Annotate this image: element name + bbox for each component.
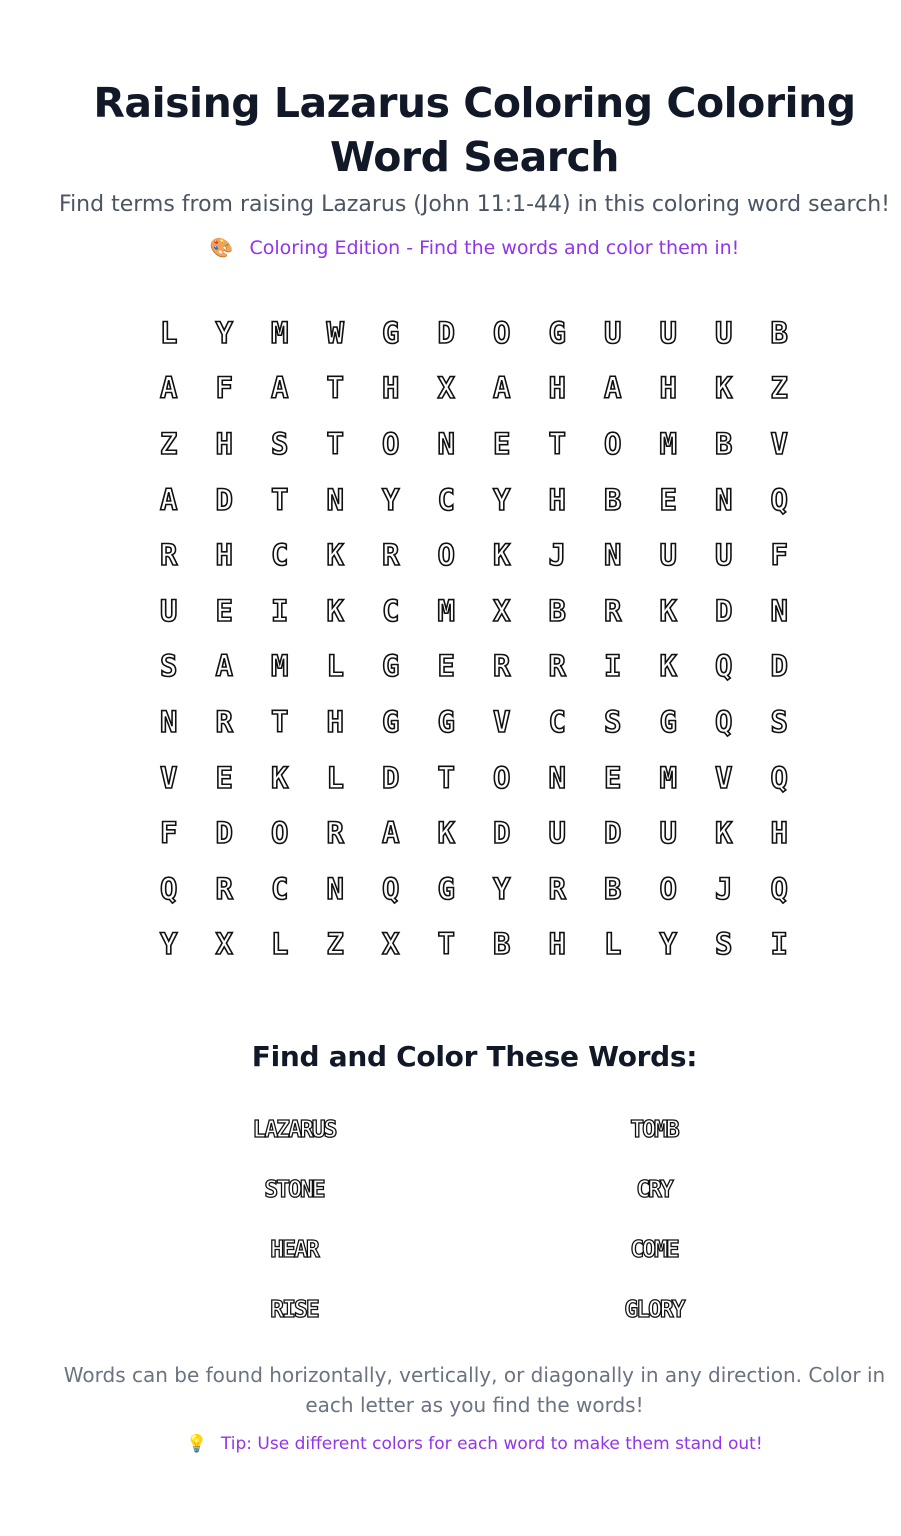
edition-text: Coloring Edition - Find the words and color them in! [249,237,740,259]
grid-cell[interactable]: Z [770,371,788,406]
grid-cell[interactable]: E [493,426,511,461]
grid-cell[interactable]: U [659,816,677,851]
grid-cell[interactable]: N [604,538,622,573]
grid-cell[interactable]: S [770,704,788,739]
grid-cell[interactable]: K [437,816,455,851]
grid-cell[interactable]: A [160,371,178,406]
grid-cell[interactable]: U [659,538,677,573]
grid-cell[interactable]: B [604,482,622,517]
grid-cell[interactable]: M [271,315,289,350]
grid-cell[interactable]: N [437,426,455,461]
grid-cell[interactable]: E [659,482,677,517]
grid-cell[interactable]: H [215,538,233,573]
grid-cell[interactable]: R [215,871,233,906]
grid-cell[interactable]: L [326,760,344,795]
grid-cell[interactable]: H [215,426,233,461]
grid-cell[interactable]: A [382,816,400,851]
grid-cell[interactable]: T [437,760,455,795]
instructions-text: Words can be found horizontally, vertically, or diagonally in any direction. Color in each letter as you find the words! [63,1363,886,1417]
grid-cell[interactable]: G [659,704,677,739]
grid-cell[interactable]: N [160,704,178,739]
grid-cell[interactable]: X [215,927,233,962]
grid-cell[interactable]: E [437,649,455,684]
grid-cell[interactable]: X [437,371,455,406]
word-list-item: RISE [270,1297,318,1323]
word-list-item: COME [630,1237,678,1263]
grid-cell[interactable]: O [604,426,622,461]
grid-cell[interactable]: H [326,704,344,739]
grid-cell[interactable]: F [770,538,788,573]
grid-cell[interactable]: V [160,760,178,795]
grid-cell[interactable]: K [271,760,289,795]
grid-cell[interactable]: Z [160,426,178,461]
grid-cell[interactable]: V [770,426,788,461]
grid-cell[interactable]: N [326,871,344,906]
grid-cell[interactable]: J [548,538,566,573]
grid-cell[interactable]: C [382,593,400,628]
grid-cell[interactable]: I [271,593,289,628]
grid-cell[interactable]: O [659,871,677,906]
grid-cell[interactable]: R [493,649,511,684]
grid-cell[interactable]: Q [715,649,733,684]
grid-cell[interactable]: V [493,704,511,739]
grid-cell[interactable]: K [326,538,344,573]
grid-cell[interactable]: B [493,927,511,962]
grid-cell[interactable]: Q [382,871,400,906]
grid-cell[interactable]: H [548,482,566,517]
grid-cell[interactable]: L [271,927,289,962]
grid-cell[interactable]: S [160,649,178,684]
grid-cell[interactable]: F [160,816,178,851]
grid-cell[interactable]: D [382,760,400,795]
grid-cell[interactable]: L [160,315,178,350]
word-list-item: STONE [264,1177,324,1203]
grid-cell[interactable]: T [326,371,344,406]
grid-cell[interactable]: M [659,760,677,795]
grid-cell[interactable]: T [271,704,289,739]
grid-cell[interactable]: G [437,704,455,739]
grid-cell[interactable]: X [493,593,511,628]
grid-cell[interactable]: E [215,760,233,795]
grid-cell[interactable]: N [770,593,788,628]
grid-cell[interactable]: Y [659,927,677,962]
word-list-item: LAZARUS [252,1117,336,1143]
word-search-grid [141,305,807,972]
grid-cell[interactable]: M [437,593,455,628]
grid-cell[interactable]: R [215,704,233,739]
grid-cell[interactable]: U [548,816,566,851]
grid-cell[interactable]: Q [715,704,733,739]
grid-cell[interactable]: A [271,371,289,406]
grid-cell[interactable]: X [382,927,400,962]
grid-cell[interactable]: R [548,649,566,684]
grid-cell[interactable]: D [493,816,511,851]
grid-cell[interactable]: K [659,593,677,628]
word-list [114,1100,834,1340]
grid-cell[interactable]: K [715,816,733,851]
grid-cell[interactable]: K [659,649,677,684]
grid-cell[interactable]: R [160,538,178,573]
grid-cell[interactable]: U [715,315,733,350]
grid-cell[interactable]: Y [160,927,178,962]
lightbulb-icon: 💡 [186,1434,208,1454]
grid-cell[interactable]: Q [770,871,788,906]
grid-cell[interactable]: I [604,649,622,684]
grid-cell[interactable]: H [548,371,566,406]
grid-cell[interactable]: U [715,538,733,573]
grid-cell[interactable]: D [770,649,788,684]
grid-cell[interactable]: U [160,593,178,628]
grid-cell[interactable]: Q [770,482,788,517]
grid-cell[interactable]: Y [382,482,400,517]
grid-cell[interactable]: S [604,704,622,739]
grid-cell[interactable]: Y [493,871,511,906]
grid-cell[interactable]: H [382,371,400,406]
grid-cell[interactable]: C [548,704,566,739]
grid-cell[interactable]: Q [160,871,178,906]
grid-cell[interactable]: U [604,315,622,350]
grid-cell[interactable]: D [604,816,622,851]
grid-cell[interactable]: N [715,482,733,517]
grid-cell[interactable]: H [548,927,566,962]
grid-cell[interactable]: G [437,871,455,906]
word-list-item: HEAR [270,1237,318,1263]
grid-cell[interactable]: O [437,538,455,573]
grid-cell[interactable]: A [160,482,178,517]
grid-cell[interactable]: M [659,426,677,461]
words-heading: Find and Color These Words: [251,1040,698,1073]
grid-cell[interactable]: B [604,871,622,906]
grid-cell[interactable]: H [770,816,788,851]
grid-cell[interactable]: G [382,315,400,350]
grid-cell[interactable]: R [382,538,400,573]
grid-cell[interactable]: W [326,315,344,350]
grid-cell[interactable]: Z [326,927,344,962]
grid-cell[interactable]: U [659,315,677,350]
grid-cell[interactable]: C [271,871,289,906]
grid-cell[interactable]: F [215,371,233,406]
grid-cell[interactable]: Y [493,482,511,517]
grid-cell[interactable]: E [215,593,233,628]
grid-cell[interactable]: L [326,649,344,684]
page-subtitle: Find terms from raising Lazarus (John 11:1-44) in this coloring word search! [59,192,890,217]
grid-cell[interactable]: T [548,426,566,461]
tip-text: Tip: Use different colors for each word to make them stand out! [220,1434,763,1454]
palette-icon: 🎨 [209,237,234,259]
grid-cell[interactable]: V [715,760,733,795]
grid-cell[interactable]: J [715,871,733,906]
grid-cell[interactable]: O [382,426,400,461]
grid-cell[interactable]: M [271,649,289,684]
grid-cell[interactable]: D [215,816,233,851]
grid-cell[interactable]: D [437,315,455,350]
grid-cell[interactable]: I [770,927,788,962]
grid-cell[interactable]: B [715,426,733,461]
grid-cell[interactable]: Y [215,315,233,350]
page-title: Raising Lazarus Coloring Coloring Word Search [93,79,856,181]
grid-cell[interactable]: T [326,426,344,461]
grid-cell[interactable]: K [493,538,511,573]
grid-cell[interactable]: S [715,927,733,962]
grid-cell[interactable]: R [604,593,622,628]
grid-cell[interactable]: H [659,371,677,406]
grid-cell[interactable]: O [493,315,511,350]
tip-line [0,1430,901,1458]
grid-cell[interactable]: S [271,426,289,461]
grid-cell[interactable]: R [326,816,344,851]
grid-cell[interactable]: O [271,816,289,851]
grid-cell[interactable]: L [604,927,622,962]
grid-cell[interactable]: D [715,593,733,628]
grid-cell[interactable]: C [271,538,289,573]
grid-cell[interactable]: G [382,649,400,684]
edition-banner [0,234,901,262]
grid-cell[interactable]: G [548,315,566,350]
grid-cell[interactable]: T [271,482,289,517]
grid-cell[interactable]: A [215,649,233,684]
grid-cell[interactable]: N [548,760,566,795]
word-list-item: GLORY [624,1297,684,1323]
grid-cell[interactable]: T [437,927,455,962]
grid-cell[interactable]: R [548,871,566,906]
word-list-item: TOMB [630,1117,678,1143]
grid-cell[interactable]: K [326,593,344,628]
grid-cell[interactable]: K [715,371,733,406]
grid-cell[interactable]: A [493,371,511,406]
grid-cell[interactable]: B [548,593,566,628]
grid-cell[interactable]: N [326,482,344,517]
grid-cell[interactable]: D [215,482,233,517]
grid-cell[interactable]: B [770,315,788,350]
grid-cell[interactable]: O [493,760,511,795]
grid-cell[interactable]: G [382,704,400,739]
grid-cell[interactable]: E [604,760,622,795]
grid-cell[interactable]: C [437,482,455,517]
grid-cell[interactable]: A [604,371,622,406]
word-list-item: CRY [636,1177,672,1203]
grid-cell[interactable]: Q [770,760,788,795]
